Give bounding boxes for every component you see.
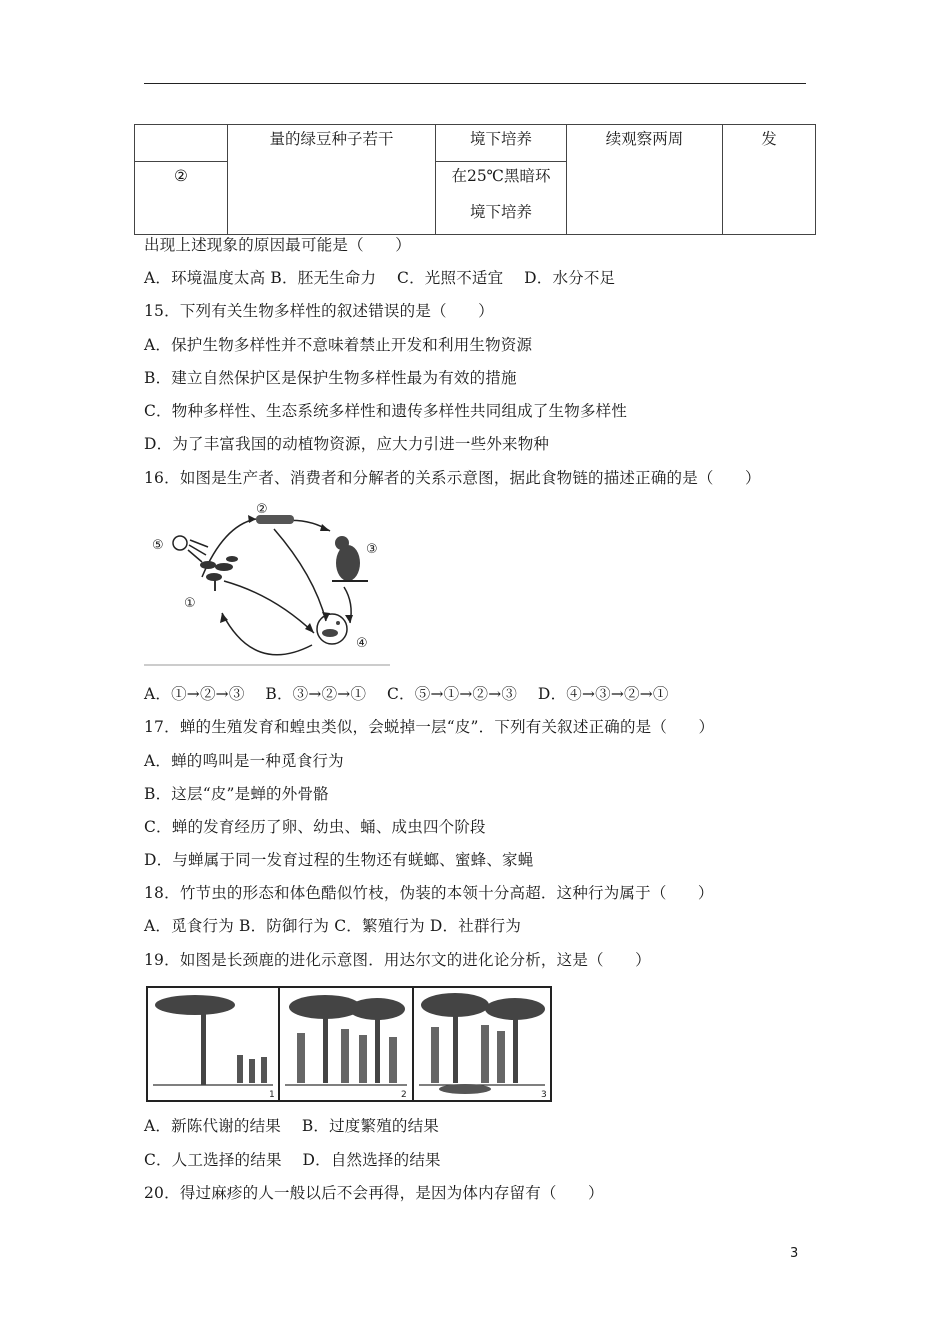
- header-rule: [144, 83, 806, 84]
- question-17-option-a: A．蝉的鸣叫是一种觅食行为: [144, 752, 344, 770]
- table-cell: 在25℃黑暗环 境下培养: [436, 162, 567, 235]
- question-15-stem: 15．下列有关生物多样性的叙述错误的是（ ）: [144, 302, 494, 320]
- panel-label-2: 2: [401, 1090, 407, 1100]
- question-15-option-b: B．建立自然保护区是保护生物多样性最为有效的措施: [144, 369, 517, 387]
- node-label-2: ②: [256, 502, 268, 517]
- table-cell: ②: [135, 162, 228, 235]
- node-label-3: ③: [366, 542, 378, 557]
- decomposer-icon: [317, 614, 347, 644]
- table-cell: 发: [723, 125, 816, 235]
- question-19-options-ab: A．新陈代谢的结果 B．过度繁殖的结果: [144, 1117, 440, 1135]
- plant-icon: [200, 556, 238, 591]
- node-label-5: ⑤: [152, 538, 164, 553]
- panel-3-giraffes: [431, 1025, 505, 1083]
- table-cell: 量的绿豆种子若干: [228, 125, 436, 235]
- panel-1-giraffes: [237, 1055, 267, 1083]
- question-17-option-c: C．蝉的发育经历了卵、幼虫、蛹、成虫四个阶段: [144, 818, 486, 836]
- question-17-option-b: B．这层“皮”是蝉的外骨骼: [144, 785, 329, 803]
- question-16-stem: 16．如图是生产者、消费者和分解者的关系示意图，据此食物链的描述正确的是（ ）: [144, 469, 761, 487]
- question-18-options: A．觅食行为 B．防御行为 C．繁殖行为 D．社群行为: [144, 917, 522, 935]
- food-web-figure: [144, 495, 390, 667]
- sun-icon: [173, 536, 187, 550]
- giraffe-evolution-figure: [145, 985, 555, 1105]
- question-17-stem: 17．蝉的生殖发育和蝗虫类似，会蜕掉一层“皮”．下列有关叙述正确的是（ ）: [144, 718, 715, 736]
- fallen-giraffe: [439, 1084, 491, 1094]
- question-19-options-cd: C．人工选择的结果 D．自然选择的结果: [144, 1151, 441, 1169]
- table-cell: 续观察两周: [567, 125, 723, 235]
- question-15-option-c: C．物种多样性、生态系统多样性和遗传多样性共同组成了生物多样性: [144, 402, 628, 420]
- question-17-option-d: D．与蝉属于同一发育过程的生物还有蜣螂、蜜蜂、家蝇: [144, 851, 534, 869]
- question-20-stem: 20．得过麻疹的人一般以后不会再得，是因为体内存留有（ ）: [144, 1184, 604, 1202]
- question-15-option-d: D．为了丰富我国的动植物资源，应大力引进一些外来物种: [144, 435, 550, 453]
- question-14-options: A．环境温度太高 B．胚无生命力 C．光照不适宜 D．水分不足: [144, 269, 616, 287]
- node-label-1: ①: [184, 596, 196, 611]
- table-cell: 境下培养: [436, 125, 567, 162]
- experiment-table: [134, 124, 816, 235]
- bird-icon: [332, 536, 368, 581]
- question-19-stem: 19．如图是长颈鹿的进化示意图．用达尔文的进化论分析，这是（ ）: [144, 951, 651, 969]
- table-cell: [135, 125, 228, 162]
- node-label-4: ④: [356, 636, 368, 651]
- panel-label-3: 3: [541, 1090, 547, 1100]
- question-18-stem: 18．竹节虫的形态和体色酷似竹枝，伪装的本领十分高超．这种行为属于（ ）: [144, 884, 714, 902]
- page-number: 3: [790, 1246, 799, 1261]
- question-16-options: A．①→②→③ B．③→②→① C．⑤→①→②→③ D．④→③→②→①: [144, 685, 669, 703]
- panel-label-1: 1: [269, 1090, 275, 1100]
- question-15-option-a: A．保护生物多样性并不意味着禁止开发和利用生物资源: [144, 336, 533, 354]
- panel-1-tree: [155, 995, 235, 1085]
- question-14-stem: 出现上述现象的原因最可能是（ ）: [144, 236, 411, 254]
- panel-2-giraffes: [297, 1029, 397, 1083]
